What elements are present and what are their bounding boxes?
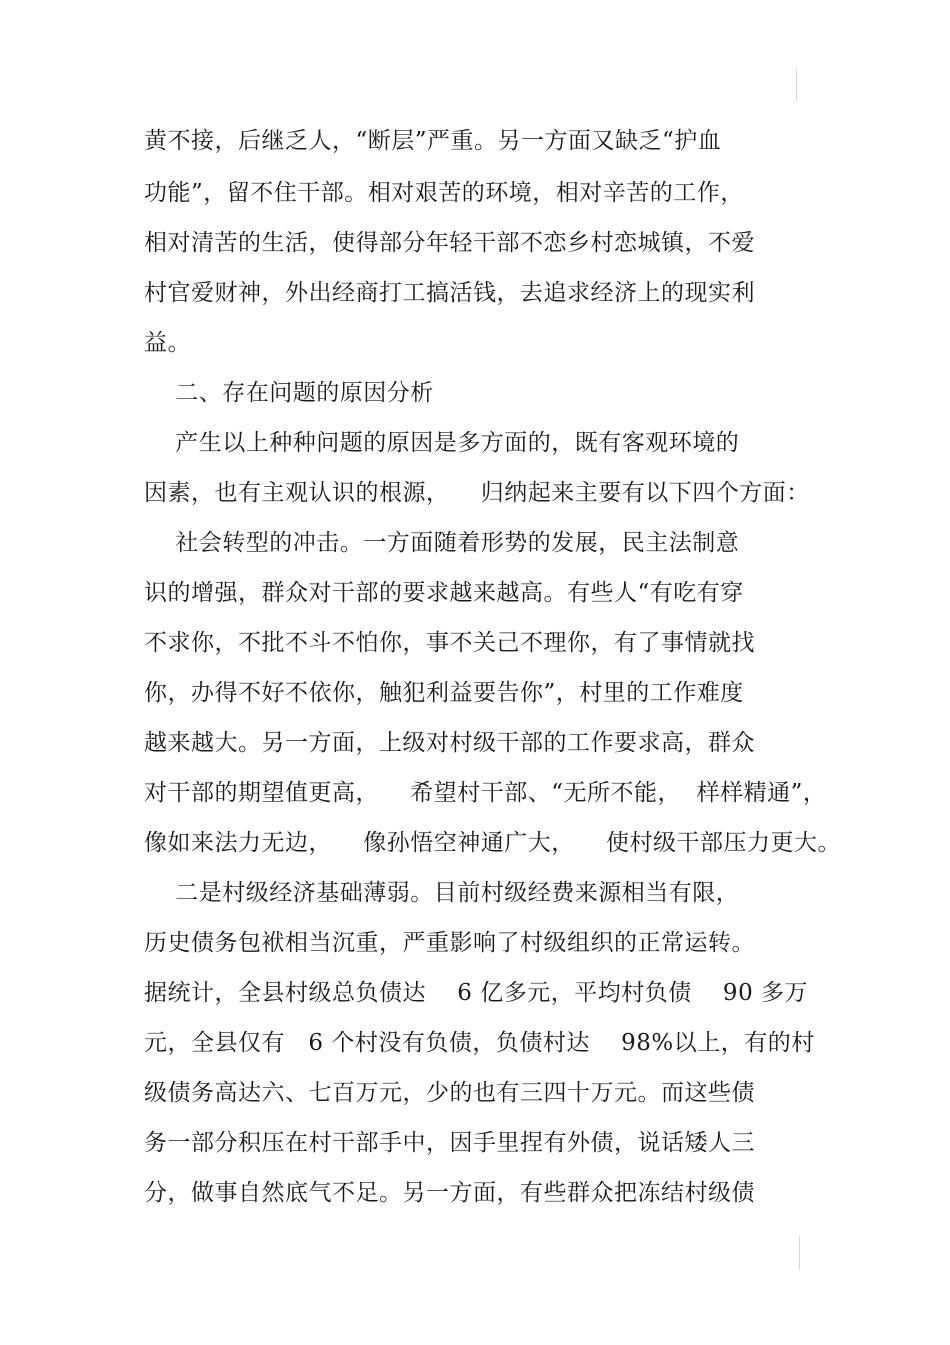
text-line: 益。 <box>144 330 191 356</box>
text-line: 黄不接，后继乏人，“断层”严重。另一方面又缺乏“护血 <box>144 128 722 154</box>
text-line: 村官爱财神，外出经商打工搞活钱，去追求经济上的现实利 <box>144 280 755 306</box>
text-line: 相对清苦的生活，使得部分年轻干部不恋乡村恋城镇，不爱 <box>144 230 755 256</box>
section-heading: 二、存在问题的原因分析 <box>144 380 434 406</box>
text-line: 你，办得不好不依你，触犯利益要告你”，村里的工作难度 <box>144 680 744 706</box>
text-line: 识的增强，群众对干部的要求越来越高。有些人“有吃有穿 <box>144 580 744 606</box>
text-line: 历史债务包袱相当沉重，严重影响了村级组织的正常运转。 <box>144 930 755 956</box>
text-line: 级债务高达六、七百万元，少的也有三四十万元。而这些债 <box>144 1080 755 1106</box>
text-line: 据统计，全县村级总负债达 6 亿多元，平均村负债 90 多万 <box>144 980 809 1006</box>
text-line: 不求你，不批不斗不怕你，事不关己不理你，有了事情就找 <box>144 630 755 656</box>
text-line: 二是村级经济基础薄弱。目前村级经费来源相当有限， <box>144 880 740 906</box>
text-line: 社会转型的冲击。一方面随着形势的发展，民主法制意 <box>144 530 740 556</box>
text-line: 因素，也有主观认识的根源， 归纳起来主要有以下四个方面： <box>144 480 810 506</box>
text-line: 像如来法力无边， 像孙悟空神通广大， 使村级干部压力更大。 <box>144 830 841 856</box>
top-margin-mark <box>796 68 797 102</box>
text-line: 对干部的期望值更高， 希望村干部、“无所不能， 样样精通”， <box>144 780 827 806</box>
text-line: 越来越大。另一方面，上级对村级干部的工作要求高，群众 <box>144 730 755 756</box>
text-line: 功能”，留不住干部。相对艰苦的环境，相对辛苦的工作， <box>144 180 744 206</box>
bottom-margin-mark <box>799 1236 800 1270</box>
text-line: 务一部分积压在村干部手中，因手里捏有外债，说话矮人三 <box>144 1130 755 1156</box>
text-line: 分，做事自然底气不足。另一方面，有些群众把冻结村级债 <box>144 1180 755 1206</box>
text-line: 产生以上种种问题的原因是多方面的，既有客观环境的 <box>144 430 740 456</box>
text-line: 元，全县仅有 6 个村没有负债，负债村达 98%以上，有的村 <box>144 1030 815 1056</box>
